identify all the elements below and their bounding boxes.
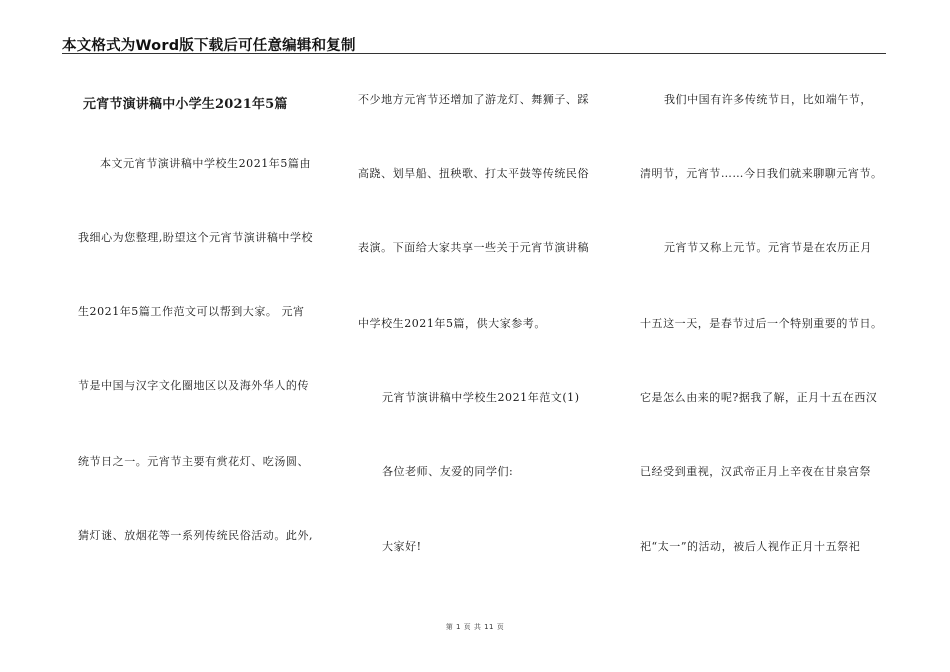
text-line: 已经受到重视，汉武帝正月上辛夜在甘泉宫祭 <box>640 465 871 478</box>
text-line: 本文元宵节演讲稿中学校生2021年5篇由 <box>100 157 311 170</box>
greeting: 大家好! <box>382 540 422 553</box>
document-title: 元宵节演讲稿中小学生2021年5篇 <box>83 97 288 112</box>
text-line: 表演。下面给大家共享一些关于元宵节演讲稿 <box>358 241 589 254</box>
section-heading: 元宵节演讲稿中学校生2021年范文(1) <box>382 391 580 404</box>
text-line: 中学校生2021年5篇，供大家参考。 <box>358 317 546 330</box>
text-line: 我们中国有许多传统节日，比如端午节， <box>664 93 872 106</box>
text-line: 高跷、划旱船、扭秧歌、打太平鼓等传统民俗 <box>358 167 589 180</box>
text-line: 猜灯谜、放烟花等一系列传统民俗活动。此外, <box>78 529 314 542</box>
text-line: 它是怎么由来的呢?据我了解，正月十五在西汉 <box>640 391 878 404</box>
text-line: 十五这一天，是春节过后一个特别重要的节日。 <box>640 317 883 330</box>
text-line: 不少地方元宵节还增加了游龙灯、舞狮子、踩 <box>358 93 589 106</box>
text-line: 清明节，元宵节……今日我们就来聊聊元宵节。 <box>640 167 883 180</box>
text-line: 生2021年5篇工作范文可以帮到大家。 元宵 <box>78 305 305 318</box>
header-divider <box>62 53 886 54</box>
text-line: 节是中国与汉字文化圈地区以及海外华人的传 <box>78 379 309 392</box>
salutation: 各位老师、友爱的同学们: <box>382 465 514 478</box>
page-number-footer: 第 1 页 共 11 页 <box>445 623 505 631</box>
page-header: 本文格式为Word版下载后可任意编辑和复制 <box>62 38 356 54</box>
text-line: 统节日之一。元宵节主要有赏花灯、吃汤圆、 <box>78 455 309 468</box>
text-line: 我细心为您整理,盼望这个元宵节演讲稿中学校 <box>78 231 314 244</box>
text-line: 元宵节又称上元节。元宵节是在农历正月 <box>664 241 872 254</box>
text-line: 祀“太一”的活动，被后人视作正月十五祭祀 <box>640 540 861 553</box>
